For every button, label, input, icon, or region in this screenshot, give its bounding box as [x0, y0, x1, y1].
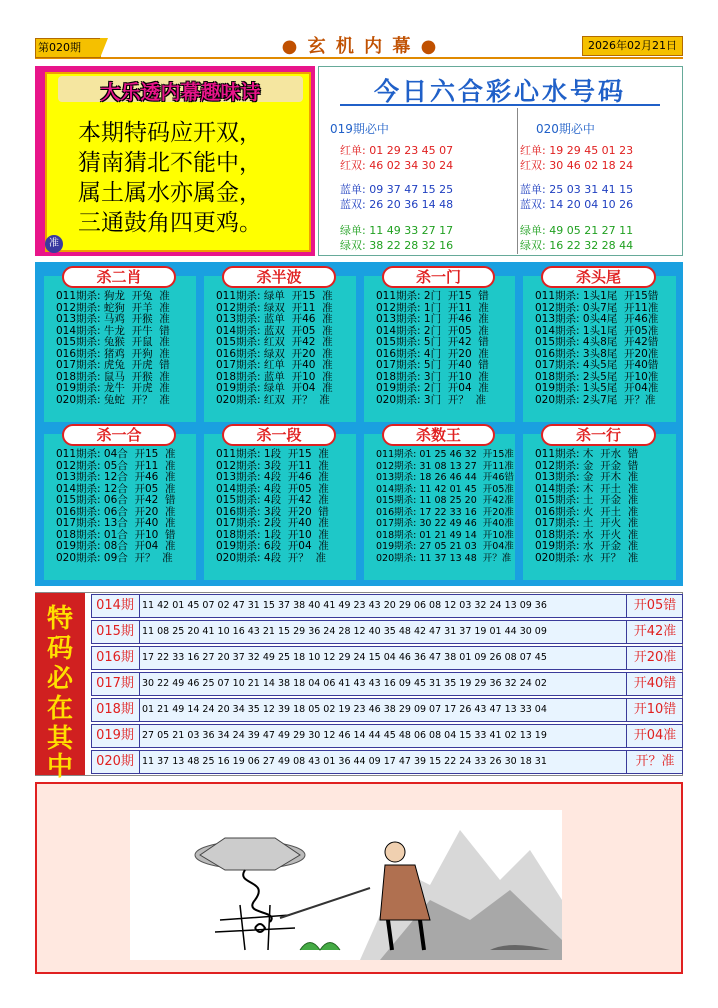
kill-row: 016期杀: 06合 开20 准: [56, 505, 176, 518]
poem-line: 本期特码应开双，: [78, 120, 262, 146]
kill-row: 014期杀: 木 开土 准: [535, 482, 639, 495]
kill-row: 018期杀: 01 21 49 14 开10准: [376, 529, 514, 541]
kill-row: 017期杀: 虎兔 开虎 错: [56, 359, 170, 371]
date-tag: 2026年02月21日: [582, 36, 683, 56]
must-numbers: 01 21 49 14 24 20 34 35 12 39 18 05 02 19 23 46 38 29 09 07 17 26 43 47 13 33 04: [142, 704, 547, 715]
kill-row: 020期杀: 水 开？ 准: [535, 551, 639, 564]
kill-row: 012期杀: 蛇狗 开羊 准: [56, 301, 170, 314]
six-left-row: 绿双: 38 22 28 32 16: [340, 239, 454, 252]
kill-row: 017期杀: 4头5尾 开40错: [535, 359, 659, 371]
kill-row: 012期杀: 3段 开11 准: [216, 459, 329, 472]
kill-row: 018期杀: 蓝单 开10 准: [216, 370, 333, 383]
six-right-row: 绿双: 16 22 32 28 44: [520, 239, 634, 252]
must-result: 开20准: [626, 646, 683, 670]
poem-line: 三通鼓角四更鸡。: [78, 210, 262, 236]
kill-row: 018期杀: 水 开火 准: [535, 528, 639, 541]
kill-row: 019期杀: 龙牛 开虎 准: [56, 382, 170, 394]
kill-row: 012期杀: 0头7尾 开11准: [535, 301, 659, 314]
must-side-char: 必: [46, 664, 73, 694]
kill-row: 019期杀: 2门 开04 准: [376, 382, 489, 394]
six-right-row: 红单: 19 29 45 01 23: [520, 144, 634, 157]
six-right-head: 020期必中: [536, 122, 595, 136]
kill-row: 020期杀: 11 37 13 48 开？准: [376, 552, 512, 564]
kill-title: 杀一行: [541, 424, 656, 446]
kill-row: 013期杀: 金 开木 准: [535, 471, 639, 483]
must-numbers: 30 22 49 46 25 07 10 21 14 38 18 04 06 41 43 43 16 09 45 31 35 19 29 36 32 24 02: [142, 678, 547, 689]
must-period: 015期: [91, 620, 140, 644]
kill-row: 017期杀: 2段 开40 准: [216, 517, 329, 529]
issue-tag: 第020期: [35, 38, 101, 58]
kill-row: 015期杀: 4段 开42 准: [216, 494, 329, 506]
poem-badge: 准: [45, 235, 63, 253]
kill-row: 016期杀: 3头8尾 开20准: [535, 347, 659, 360]
must-numbers: 11 42 01 45 07 02 47 31 15 37 38 40 41 49 23 43 20 29 06 08 12 03 32 24 13 09 36: [142, 600, 547, 611]
illustration: [130, 810, 562, 960]
kill-row: 020期杀: 09合 开？ 准: [56, 551, 173, 564]
must-side-char: 在: [46, 694, 73, 724]
six-left-row: 蓝单: 09 37 47 15 25: [340, 183, 454, 196]
kill-row: 018期杀: 鼠马 开猴 准: [56, 370, 170, 383]
must-result: 开04准: [626, 724, 683, 748]
kill-row: 011期杀: 木 开水 错: [535, 448, 639, 460]
kill-row: 015期杀: 11 08 25 20 开42准: [376, 495, 514, 506]
kill-row: 011期杀: 2门 开15 错: [376, 290, 489, 302]
kill-row: 014期杀: 12合 开05 准: [56, 482, 176, 495]
must-period: 020期: [91, 750, 140, 774]
kill-title: 杀一门: [382, 266, 495, 288]
kill-row: 013期杀: 18 26 46 44 开46错: [376, 472, 514, 483]
kill-row: 020期杀: 3门 开？ 准: [376, 393, 486, 406]
must-numbers: 11 37 13 48 25 16 19 06 27 49 08 43 01 36 44 09 17 47 39 15 22 24 33 26 30 18 31: [142, 756, 547, 767]
kill-row: 015期杀: 06合 开42 错: [56, 494, 176, 506]
kill-row: 019期杀: 1头5尾 开04准: [535, 382, 659, 394]
kill-row: 017期杀: 红单 开40 准: [216, 359, 333, 371]
poem-title: 大乐透内幕趣味诗: [58, 76, 303, 102]
kill-row: 014期杀: 1头1尾 开05准: [535, 324, 659, 337]
must-result: 开10错: [626, 698, 683, 722]
kill-row: 018期杀: 2头5尾 开10准: [535, 370, 659, 383]
kill-row: 015期杀: 4头8尾 开42错: [535, 336, 659, 348]
kill-row: 016期杀: 绿双 开20 准: [216, 347, 333, 360]
kill-row: 014期杀: 11 42 01 45 开05准: [376, 483, 514, 495]
kill-row: 016期杀: 3段 开20 错: [216, 505, 329, 518]
kill-row: 015期杀: 5门 开42 错: [376, 336, 489, 348]
must-result: 开05错: [626, 594, 683, 618]
kill-row: 019期杀: 绿单 开04 准: [216, 382, 333, 394]
must-period: 016期: [91, 646, 140, 670]
kill-title: 杀数王: [382, 424, 495, 446]
kill-row: 020期杀: 4段 开？ 准: [216, 551, 326, 564]
kill-row: 011期杀: 狗龙 开兔 准: [56, 290, 170, 302]
kill-row: 020期杀: 兔蛇 开？ 准: [56, 393, 170, 406]
kill-row: 019期杀: 27 05 21 03 开04准: [376, 541, 514, 552]
must-side-char: 其: [46, 724, 73, 754]
must-result: 开？准: [626, 750, 683, 774]
must-period: 017期: [91, 672, 140, 696]
six-title: 今日六合彩心水号码: [340, 72, 660, 106]
kill-row: 014期杀: 2门 开05 准: [376, 324, 489, 337]
six-right-row: 红双: 30 46 02 18 24: [520, 159, 634, 172]
kill-row: 018期杀: 01合 开10 错: [56, 528, 176, 541]
must-numbers: 27 05 21 03 36 34 24 39 47 49 29 30 12 46 14 44 45 48 06 08 04 15 33 41 02 13 19: [142, 730, 547, 741]
must-side-char: 特: [46, 604, 73, 634]
kill-row: 011期杀: 04合 开15 准: [56, 448, 176, 460]
kill-row: 015期杀: 土 开金 准: [535, 494, 639, 506]
kill-row: 014期杀: 4段 开05 准: [216, 482, 329, 495]
six-left-row: 绿单: 11 49 33 27 17: [340, 224, 454, 237]
kill-row: 012期杀: 绿双 开11 准: [216, 301, 333, 314]
kill-title: 杀半波: [222, 266, 336, 288]
kill-row: 020期杀: 红双 开？ 准: [216, 393, 330, 406]
kill-row: 012期杀: 05合 开11 准: [56, 459, 176, 472]
six-right-row: 绿单: 49 05 21 27 11: [520, 224, 634, 237]
kill-title: 杀头尾: [541, 266, 656, 288]
poem-line: 属土属水亦属金，: [78, 180, 262, 206]
kill-row: 013期杀: 蓝单 开46 准: [216, 313, 333, 325]
kill-title: 杀一段: [222, 424, 336, 446]
kill-row: 013期杀: 4段 开46 准: [216, 471, 329, 483]
page-title: ● 玄 机 内 幕 ●: [281, 36, 439, 57]
kill-row: 012期杀: 金 开金 错: [535, 459, 639, 472]
kill-row: 017期杀: 13合 开40 准: [56, 517, 176, 529]
six-divider: [517, 108, 518, 254]
six-right-row: 蓝单: 25 03 31 41 15: [520, 183, 634, 196]
must-side-char: 中: [46, 752, 73, 782]
kill-row: 011期杀: 01 25 46 32 开15准: [376, 449, 514, 460]
six-right-row: 蓝双: 14 20 04 10 26: [520, 198, 634, 211]
kill-row: 016期杀: 火 开土 准: [535, 505, 639, 518]
kill-row: 016期杀: 猪鸡 开狗 准: [56, 347, 170, 360]
poem-line: 猜南猜北不能中，: [78, 150, 262, 176]
kill-title: 杀二肖: [62, 266, 176, 288]
must-side-char: 码: [46, 634, 73, 664]
kill-row: 016期杀: 4门 开20 准: [376, 347, 489, 360]
must-numbers: 17 22 33 16 27 20 37 32 49 25 18 10 12 29 24 15 04 46 36 47 38 01 09 26 08 07 45: [142, 652, 547, 663]
kill-title: 杀一合: [62, 424, 176, 446]
kill-row: 012期杀: 1门 开11 准: [376, 301, 489, 314]
kill-row: 019期杀: 6段 开04 准: [216, 540, 329, 552]
kill-row: 012期杀: 31 08 13 27 开11准: [376, 460, 514, 472]
kill-row: 019期杀: 水 开金 准: [535, 540, 639, 552]
kill-row: 013期杀: 12合 开46 准: [56, 471, 176, 483]
must-result: 开42准: [626, 620, 683, 644]
scholar-illustration: [130, 810, 562, 960]
kill-row: 013期杀: 马鸡 开猴 准: [56, 313, 170, 325]
kill-row: 017期杀: 土 开火 准: [535, 517, 639, 529]
six-left-row: 蓝双: 26 20 36 14 48: [340, 198, 454, 211]
kill-row: 018期杀: 1段 开10 准: [216, 528, 329, 541]
must-period: 019期: [91, 724, 140, 748]
six-left-row: 红双: 46 02 34 30 24: [340, 159, 454, 172]
six-left-row: 红单: 01 29 23 45 07: [340, 144, 454, 157]
kill-row: 014期杀: 牛龙 开牛 错: [56, 324, 170, 337]
kill-row: 015期杀: 红双 开42 准: [216, 336, 333, 348]
must-result: 开40错: [626, 672, 683, 696]
kill-row: 011期杀: 绿单 开15 准: [216, 290, 333, 302]
must-period: 018期: [91, 698, 140, 722]
kill-row: 013期杀: 1门 开46 准: [376, 313, 489, 325]
must-numbers: 11 08 25 20 41 10 16 43 21 15 29 36 24 28 12 40 35 48 42 47 31 37 19 01 44 30 09: [142, 626, 547, 637]
kill-row: 011期杀: 1段 开15 准: [216, 448, 329, 460]
kill-row: 016期杀: 17 22 33 16 开20准: [376, 506, 514, 518]
kill-row: 015期杀: 兔猴 开鼠 准: [56, 336, 170, 348]
six-left-head: 019期必中: [330, 122, 389, 136]
kill-row: 017期杀: 30 22 49 46 开40准: [376, 518, 514, 529]
kill-row: 011期杀: 1头1尾 开15错: [535, 290, 659, 302]
kill-row: 020期杀: 2头7尾 开？准: [535, 393, 656, 406]
kill-row: 014期杀: 蓝双 开05 准: [216, 324, 333, 337]
kill-row: 013期杀: 0头4尾 开46准: [535, 313, 659, 325]
must-period: 014期: [91, 594, 140, 618]
kill-row: 018期杀: 3门 开10 准: [376, 370, 489, 383]
kill-row: 019期杀: 08合 开04 准: [56, 540, 176, 552]
kill-row: 017期杀: 5门 开40 错: [376, 359, 489, 371]
